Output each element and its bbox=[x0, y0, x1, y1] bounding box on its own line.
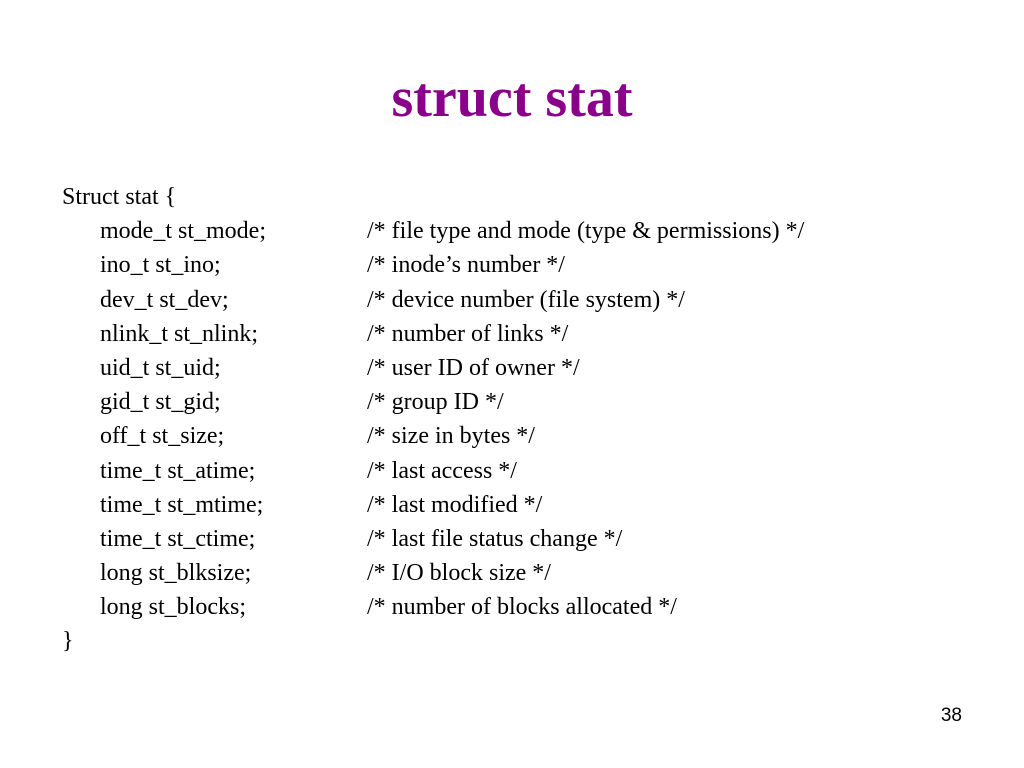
field-comment: /* last access */ bbox=[367, 457, 517, 484]
field-row bbox=[62, 522, 623, 556]
field-row bbox=[62, 454, 517, 488]
field-comment: /* file type and mode (type & permissions) */ bbox=[367, 218, 805, 245]
field-row bbox=[62, 351, 580, 385]
field-comment: /* inode’s number */ bbox=[367, 252, 565, 279]
field-comment: /* group ID */ bbox=[367, 389, 504, 416]
struct-open-line: Struct stat { bbox=[62, 184, 177, 210]
field-comment: /* size in bytes */ bbox=[367, 423, 535, 450]
field-row bbox=[62, 488, 543, 522]
field-row bbox=[62, 283, 685, 317]
field-declaration: uid_t st_uid; bbox=[100, 354, 221, 381]
field-comment: /* number of blocks allocated */ bbox=[367, 594, 677, 621]
field-comment: /* last modified */ bbox=[367, 491, 543, 518]
field-comment: /* user ID of owner */ bbox=[367, 354, 580, 381]
field-comment: /* device number (file system) */ bbox=[367, 286, 685, 313]
field-row bbox=[62, 590, 677, 624]
field-comment: /* last file status change */ bbox=[367, 525, 623, 552]
field-declaration: long st_blocks; bbox=[100, 594, 247, 621]
field-declaration: time_t st_atime; bbox=[100, 457, 256, 484]
field-declaration: long st_blksize; bbox=[100, 560, 252, 587]
field-declaration: time_t st_mtime; bbox=[100, 491, 264, 518]
field-row bbox=[62, 317, 569, 351]
field-declaration: nlink_t st_nlink; bbox=[100, 320, 259, 347]
field-declaration: dev_t st_dev; bbox=[100, 286, 229, 313]
field-declaration: ino_t st_ino; bbox=[100, 252, 221, 279]
struct-close-line: } bbox=[62, 628, 74, 655]
field-row bbox=[62, 419, 535, 453]
field-comment: /* number of links */ bbox=[367, 320, 569, 347]
field-comment: /* I/O block size */ bbox=[367, 560, 551, 587]
field-row bbox=[62, 556, 551, 590]
struct-definition bbox=[62, 180, 805, 659]
page-number: 38 bbox=[940, 705, 962, 726]
field-row bbox=[62, 385, 504, 419]
field-declaration: off_t st_size; bbox=[100, 423, 225, 450]
field-row bbox=[62, 214, 805, 248]
field-declaration: time_t st_ctime; bbox=[100, 525, 256, 552]
field-row bbox=[62, 248, 565, 282]
field-declaration: mode_t st_mode; bbox=[100, 218, 266, 245]
slide-title: struct stat bbox=[391, 67, 633, 129]
field-declaration: gid_t st_gid; bbox=[100, 389, 221, 416]
